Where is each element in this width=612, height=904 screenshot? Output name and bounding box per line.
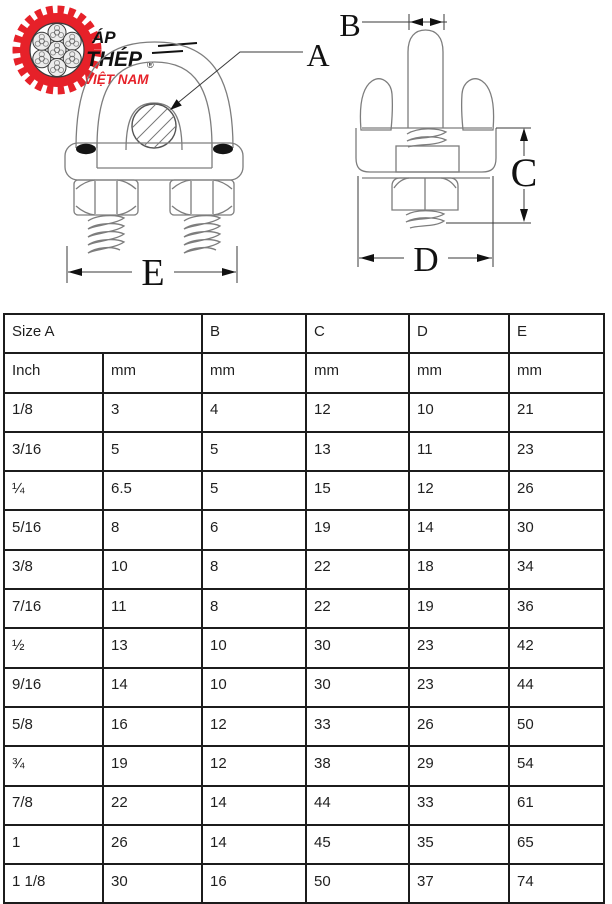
- table-cell: 30: [306, 628, 409, 667]
- table-cell: 30: [509, 510, 604, 549]
- table-cell: 12: [202, 746, 306, 785]
- table-cell: 50: [306, 864, 409, 903]
- header-e: E: [509, 314, 604, 353]
- table-cell: ¾: [4, 746, 103, 785]
- table-cell: 38: [306, 746, 409, 785]
- table-cell: 19: [409, 589, 509, 628]
- table-cell: 11: [103, 589, 202, 628]
- table-cell: 1/8: [4, 393, 103, 432]
- logo-text-line3: VIỆT NAM: [84, 72, 149, 87]
- table-row: [4, 393, 604, 432]
- table-cell: 8: [202, 589, 306, 628]
- nut-side: [392, 178, 458, 210]
- table-cell: 6.5: [103, 471, 202, 510]
- label-a: A: [306, 37, 330, 73]
- table-row: [4, 746, 604, 785]
- table-cell: 74: [509, 864, 604, 903]
- table-cell: 37: [409, 864, 509, 903]
- table-cell: 50: [509, 707, 604, 746]
- table-cell: 18: [409, 550, 509, 589]
- table-cell: 9/16: [4, 668, 103, 707]
- bolt-hole-left: [76, 144, 96, 154]
- table-cell: 3: [103, 393, 202, 432]
- table-cell: 1: [4, 825, 103, 864]
- table-cell: 36: [509, 589, 604, 628]
- table-cell: 23: [509, 432, 604, 471]
- table-cell: 35: [409, 825, 509, 864]
- technical-drawing: [0, 0, 612, 312]
- table-cell: 29: [409, 746, 509, 785]
- table-row: [4, 510, 604, 549]
- table-cell: 33: [409, 786, 509, 825]
- registered-mark: ®: [147, 60, 154, 70]
- table-cell: 3/8: [4, 550, 103, 589]
- dimension-e: [67, 246, 237, 294]
- table-row: [4, 707, 604, 746]
- dimension-table: [3, 313, 605, 904]
- label-c: C: [510, 150, 538, 195]
- table-cell: 26: [509, 471, 604, 510]
- subheader-inch: Inch: [4, 353, 103, 392]
- table-cell: 10: [202, 668, 306, 707]
- table-row: [4, 668, 604, 707]
- table-row: [4, 589, 604, 628]
- table-cell: 15: [306, 471, 409, 510]
- table-row: [4, 471, 604, 510]
- table-cell: 5/8: [4, 707, 103, 746]
- table-cell: 13: [306, 432, 409, 471]
- table-cell: 16: [103, 707, 202, 746]
- table-cell: 30: [103, 864, 202, 903]
- table-cell: 14: [409, 510, 509, 549]
- table-cell: 8: [202, 550, 306, 589]
- table-cell: 44: [509, 668, 604, 707]
- table-row: [4, 628, 604, 667]
- table-cell: 7/8: [4, 786, 103, 825]
- table-cell: 5/16: [4, 510, 103, 549]
- table-cell: 10: [103, 550, 202, 589]
- table-cell: 6: [202, 510, 306, 549]
- dimension-a: [170, 37, 330, 110]
- table-cell: 14: [202, 825, 306, 864]
- dimension-table-body: [4, 314, 604, 903]
- table-cell: 22: [103, 786, 202, 825]
- table-cell: 12: [306, 393, 409, 432]
- table-cell: 11: [409, 432, 509, 471]
- nut-and-stud-right: [170, 180, 234, 253]
- logo-text-line1: ÁP: [92, 28, 116, 47]
- table-cell: 21: [509, 393, 604, 432]
- table-cell: ½: [4, 628, 103, 667]
- table-row: [4, 786, 604, 825]
- table-cell: 65: [509, 825, 604, 864]
- table-cell: 13: [103, 628, 202, 667]
- table-row: [4, 825, 604, 864]
- ear-right: [462, 79, 494, 130]
- table-cell: 33: [306, 707, 409, 746]
- table-cell: 7/16: [4, 589, 103, 628]
- table-cell: 10: [202, 628, 306, 667]
- table-row: [4, 550, 604, 589]
- subheader-mm: mm: [509, 353, 604, 392]
- table-cell: 42: [509, 628, 604, 667]
- table-header-row: [4, 314, 604, 353]
- table-cell: 45: [306, 825, 409, 864]
- bolt-hole-right: [213, 144, 233, 154]
- table-cell: 4: [202, 393, 306, 432]
- logo-text-line2: THÉP: [86, 48, 143, 71]
- table-cell: 23: [409, 668, 509, 707]
- subheader-mm: mm: [202, 353, 306, 392]
- table-cell: 44: [306, 786, 409, 825]
- table-subheader-row: [4, 353, 604, 392]
- table-cell: 23: [409, 628, 509, 667]
- dimension-b: [339, 7, 447, 43]
- ear-left: [360, 79, 392, 130]
- subheader-mm: mm: [306, 353, 409, 392]
- table-row: [4, 864, 604, 903]
- table-cell: 12: [409, 471, 509, 510]
- label-b: B: [339, 7, 361, 43]
- table-cell: 22: [306, 589, 409, 628]
- table-cell: 1 1/8: [4, 864, 103, 903]
- company-logo: [17, 10, 197, 90]
- nut-and-stud-left: [74, 180, 138, 253]
- table-cell: 8: [103, 510, 202, 549]
- table-cell: 14: [103, 668, 202, 707]
- side-view-drawing: [339, 7, 537, 279]
- table-cell: 10: [409, 393, 509, 432]
- subheader-mm: mm: [103, 353, 202, 392]
- dimension-c: [446, 128, 537, 223]
- label-e: E: [141, 252, 165, 294]
- table-cell: 14: [202, 786, 306, 825]
- table-cell: 16: [202, 864, 306, 903]
- table-cell: 5: [103, 432, 202, 471]
- table-cell: 12: [202, 707, 306, 746]
- table-cell: 5: [202, 471, 306, 510]
- table-row: [4, 432, 604, 471]
- table-cell: 26: [409, 707, 509, 746]
- table-cell: 30: [306, 668, 409, 707]
- table-cell: 61: [509, 786, 604, 825]
- header-size-a: Size A: [4, 314, 202, 353]
- table-cell: 22: [306, 550, 409, 589]
- table-cell: 54: [509, 746, 604, 785]
- table-cell: ¼: [4, 471, 103, 510]
- label-d: D: [413, 240, 439, 279]
- table-cell: 19: [103, 746, 202, 785]
- table-cell: 26: [103, 825, 202, 864]
- header-d: D: [409, 314, 509, 353]
- table-cell: 34: [509, 550, 604, 589]
- table-cell: 19: [306, 510, 409, 549]
- table-cell: 3/16: [4, 432, 103, 471]
- header-c: C: [306, 314, 409, 353]
- subheader-mm: mm: [409, 353, 509, 392]
- table-cell: 5: [202, 432, 306, 471]
- rope-section: [116, 94, 196, 168]
- header-b: B: [202, 314, 306, 353]
